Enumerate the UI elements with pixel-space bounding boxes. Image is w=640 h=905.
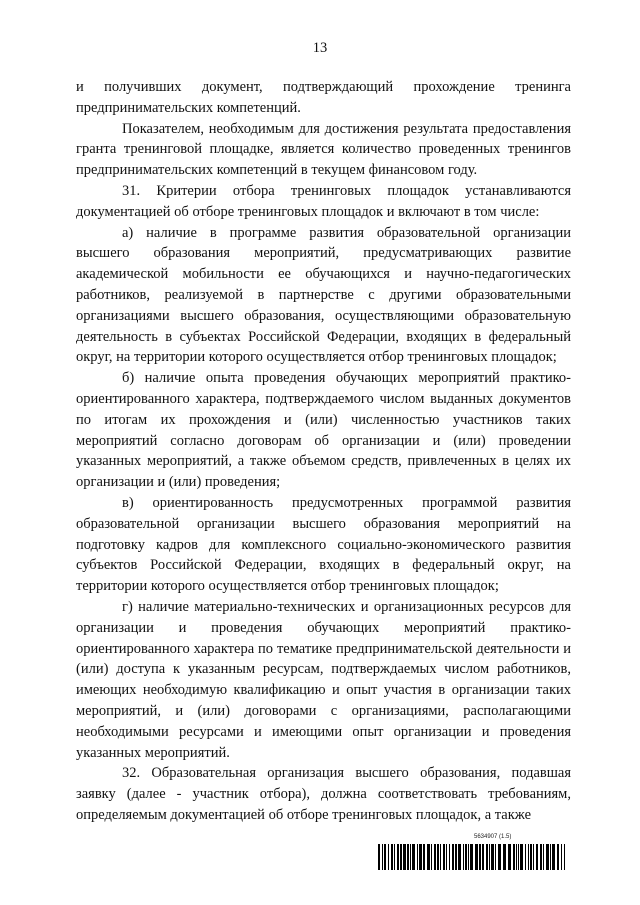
document-body: [76, 77, 571, 826]
paragraph: Показателем, необходимым для достижения результата предоставления гранта тренинговой площадке, является количество проведенных тренингов предпринимательских компетенций в текущем финансовом году.: [76, 120, 571, 179]
paragraph: 31. Критерии отбора тренинговых площадок устанавливаются документацией об отборе тренинговых площадок и включают в том числе:: [76, 182, 571, 220]
paragraph: г) наличие материально-технических и организационных ресурсов для организации и проведения обучающих мероприятий практико-ориентированного характера по тематике предпринимательской деятельности и (или) доступа к указанным ресурсам, подтверждаемых числом работников, имеющих необходимую квалификацию и опыт участия в организации таких мероприятий, и (или) договорами с организациями, располагающими необходимыми ресурсами и имеющими опыт организации и проведения указанных мероприятий.: [76, 598, 571, 761]
page-number: 13: [312, 40, 328, 56]
paragraph: б) наличие опыта проведения обучающих мероприятий практико-ориентированного характера, подтверждаемого числом выданных документов по итогам их прохождения и (или) численностью участников таких мероприятий согласно договорам об организации и (или) проведении указанных мероприятий, а также объемом средств, привлеченных в целях их организации и (или) проведения;: [76, 370, 571, 491]
document-code: 5634907 (1.5): [474, 834, 512, 840]
paragraph: 32. Образовательная организация высшего образования, подавшая заявку (далее - участник отбора), должна соответствовать требованиям, определяемым документацией об отборе тренинговых площадок, а также: [76, 765, 571, 823]
paragraph: в) ориентированность предусмотренных программой развития образовательной организации высшего образования мероприятий на подготовку кадров для комплексного социально-экономического развития субъектов Российской Федерации, входящих в федеральный округ, на территории которого осуществляется отбор тренинговых площадок;: [76, 494, 571, 595]
paragraph: а) наличие в программе развития образовательной организации высшего образования мероприятий, предусматривающих развитие академической мобильности ее обучающихся и научно-педагогических работников, реализуемой в партнерстве с другими образовательными организациями высшего образования, осуществляющими образовательную деятельность в субъектах Российской Федерации, входящих в федеральный округ, на территории которого осуществляется отбор тренинговых площадок;: [76, 224, 571, 366]
barcode-image: [378, 844, 568, 870]
paragraph: и получивших документ, подтверждающий прохождение тренинга предпринимательских компетенций.: [76, 79, 571, 116]
